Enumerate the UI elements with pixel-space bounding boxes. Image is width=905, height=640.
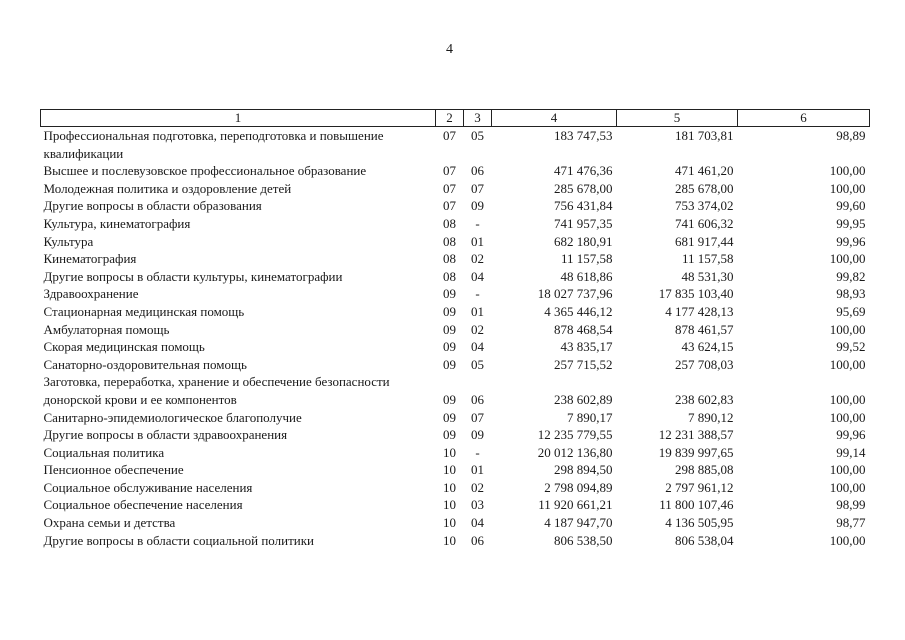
row-value-5: 43 624,15 [681,339,734,355]
row-subsection-code: 02 [471,479,484,495]
row-section-code: 08 [443,268,456,284]
row-section-code: 07 [443,163,456,179]
row-name: Здравоохранение [43,286,139,302]
row-value-5: 48 531,30 [681,268,734,284]
row-value-6: 99,82 [836,268,866,284]
row-subsection-code: 02 [471,321,484,337]
row-value-6: 99,96 [836,427,866,443]
row-value-4: 238 602,89 [554,391,613,407]
row-value-5: 12 231 388,57 [658,427,734,443]
row-value-4: 43 835,17 [560,339,613,355]
row-value-4: 48 618,86 [560,268,613,284]
row-name: Профессиональная подготовка, переподготовка и повышение квалификации [43,128,384,161]
row-section-code: 10 [443,444,456,460]
row-value-5: 4 136 505,95 [665,515,734,531]
row-section-code: 10 [443,479,456,495]
row-section-code: 09 [443,391,456,407]
row-section-code: 09 [443,339,456,355]
row-value-4: 20 012 136,80 [537,444,613,460]
row-value-4: 12 235 779,55 [537,427,613,443]
row-value-6: 100,00 [829,409,866,425]
table-row [41,514,870,532]
row-value-4: 2 798 094,89 [544,479,613,495]
row-value-5: 285 678,00 [675,180,734,196]
row-value-6: 100,00 [829,479,866,495]
row-value-6: 100,00 [829,321,866,337]
row-value-4: 741 957,35 [554,215,613,231]
row-section-code: 07 [443,198,456,214]
table-row [41,356,870,374]
row-value-5: 19 839 997,65 [658,444,734,460]
row-name: Стационарная медицинская помощь [43,303,245,319]
row-section-code: 09 [443,303,456,319]
row-value-6: 98,89 [836,128,866,143]
row-value-6: 100,00 [829,251,866,267]
row-value-4: 285 678,00 [554,180,613,196]
header-col-5: 5 [617,110,738,127]
row-value-5: 2 797 961,12 [665,479,734,495]
row-value-5: 7 890,12 [688,409,734,425]
row-subsection-code: 04 [471,339,484,355]
row-value-4: 7 890,17 [567,409,613,425]
row-name: Другие вопросы в области образования [43,198,262,214]
row-value-6: 100,00 [829,462,866,478]
row-value-4: 257 715,52 [554,356,613,372]
row-name: Скорая медицинская помощь [43,339,205,355]
row-value-6: 98,93 [836,286,866,302]
row-value-4: 878 468,54 [554,321,613,337]
table-row [41,461,870,479]
row-value-5: 4 177 428,13 [665,303,734,319]
row-name: Пенсионное обеспечение [43,462,184,478]
row-section-code: 08 [443,215,456,231]
row-subsection-code: 06 [471,532,484,548]
header-col-3: 3 [464,110,492,127]
row-subsection-code: 09 [471,427,484,443]
table-row [41,444,870,462]
table-header-row [41,110,870,127]
row-value-6: 100,00 [829,163,866,179]
row-value-4: 4 365 446,12 [544,303,613,319]
row-value-6: 100,00 [829,356,866,372]
row-value-6: 98,77 [836,515,866,531]
row-subsection-code: - [475,286,480,302]
header-col-4: 4 [492,110,617,127]
row-section-code: 07 [443,128,456,143]
row-name: Социальное обслуживание населения [43,479,253,495]
row-section-code: 09 [443,409,456,425]
row-section-code: 08 [443,233,456,249]
row-section-code: 10 [443,532,456,548]
row-name: Заготовка, переработка, хранение и обеспечение безопасности донорской крови и ее компонентов [43,374,390,407]
row-name: Социальное обеспечение населения [43,497,243,513]
row-name: Другие вопросы в области социальной политики [43,532,314,548]
row-value-6: 99,96 [836,233,866,249]
row-value-5: 11 157,58 [681,251,734,267]
budget-table [40,109,870,549]
table-row [41,532,870,550]
row-value-5: 17 835 103,40 [658,286,734,302]
row-value-5: 741 606,32 [675,215,734,231]
row-subsection-code: 06 [471,163,484,179]
row-value-5: 471 461,20 [675,163,734,179]
header-col-1: 1 [41,110,436,127]
table-row [41,127,870,163]
row-name: Молодежная политика и оздоровление детей [43,180,292,196]
row-name: Санитарно-эпидемиологическое благополучие [43,409,302,425]
row-value-4: 471 476,36 [554,163,613,179]
table-row [41,197,870,215]
row-name: Охрана семьи и детства [43,515,176,531]
row-subsection-code: 05 [471,128,484,143]
row-name: Другие вопросы в области культуры, кинематографии [43,268,343,284]
row-subsection-code: - [475,444,480,460]
page-number: 4 [446,42,453,57]
row-name: Амбулаторная помощь [43,321,170,337]
row-value-5: 806 538,04 [675,532,734,548]
row-name: Культура [43,233,94,249]
row-value-4: 11 157,58 [560,251,613,267]
table-row [41,373,870,408]
row-section-code: 08 [443,251,456,267]
table-row [41,233,870,251]
row-name: Санаторно-оздоровительная помощь [43,356,247,372]
row-name: Другие вопросы в области здравоохранения [43,427,288,443]
row-value-4: 11 920 661,21 [538,497,613,513]
table-row [41,303,870,321]
row-section-code: 10 [443,462,456,478]
row-section-code: 07 [443,180,456,196]
table-row [41,180,870,198]
header-col-2: 2 [436,110,464,127]
row-section-code: 09 [443,427,456,443]
row-value-5: 298 885,08 [675,462,734,478]
row-value-6: 99,52 [836,339,866,355]
row-subsection-code: 03 [471,497,484,513]
header-col-6: 6 [738,110,870,127]
row-subsection-code: 01 [471,303,484,319]
row-subsection-code: 04 [471,515,484,531]
row-value-5: 753 374,02 [675,198,734,214]
row-name: Культура, кинематография [43,215,191,231]
row-value-5: 238 602,83 [675,391,734,407]
row-value-4: 4 187 947,70 [544,515,613,531]
row-subsection-code: 01 [471,233,484,249]
table-row [41,268,870,286]
row-value-5: 878 461,57 [675,321,734,337]
row-value-4: 682 180,91 [554,233,613,249]
row-name: Кинематография [43,251,137,267]
row-value-6: 100,00 [829,180,866,196]
table-row [41,250,870,268]
row-subsection-code: 07 [471,409,484,425]
table-row [41,338,870,356]
table-row [41,409,870,427]
row-value-5: 11 800 107,46 [659,497,734,513]
row-subsection-code: - [475,215,480,231]
row-name: Высшее и послевузовское профессиональное образование [43,163,367,179]
row-value-4: 18 027 737,96 [537,286,613,302]
row-section-code: 10 [443,497,456,513]
row-value-6: 100,00 [829,391,866,407]
row-value-5: 681 917,44 [675,233,734,249]
row-subsection-code: 06 [471,391,484,407]
row-value-4: 756 431,84 [554,198,613,214]
table-row [41,496,870,514]
row-value-4: 298 894,50 [554,462,613,478]
row-value-5: 257 708,03 [675,356,734,372]
row-value-6: 95,69 [836,303,866,319]
row-section-code: 09 [443,286,456,302]
row-value-6: 100,00 [829,532,866,548]
row-value-6: 99,60 [836,198,866,214]
row-subsection-code: 02 [471,251,484,267]
row-section-code: 10 [443,515,456,531]
row-value-6: 99,95 [836,215,866,231]
row-section-code: 09 [443,356,456,372]
row-subsection-code: 09 [471,198,484,214]
table-row [41,426,870,444]
row-value-6: 98,99 [836,497,866,513]
row-value-4: 183 747,53 [554,128,613,143]
table-row [41,215,870,233]
row-subsection-code: 07 [471,180,484,196]
table-row [41,285,870,303]
table-row [41,321,870,339]
row-value-4: 806 538,50 [554,532,613,548]
row-section-code: 09 [443,321,456,337]
table-row [41,162,870,180]
table-row [41,479,870,497]
row-value-6: 99,14 [836,444,866,460]
row-subsection-code: 01 [471,462,484,478]
row-subsection-code: 05 [471,356,484,372]
row-value-5: 181 703,81 [675,128,734,143]
row-subsection-code: 04 [471,268,484,284]
row-name: Социальная политика [43,444,165,460]
table-body [41,127,870,550]
